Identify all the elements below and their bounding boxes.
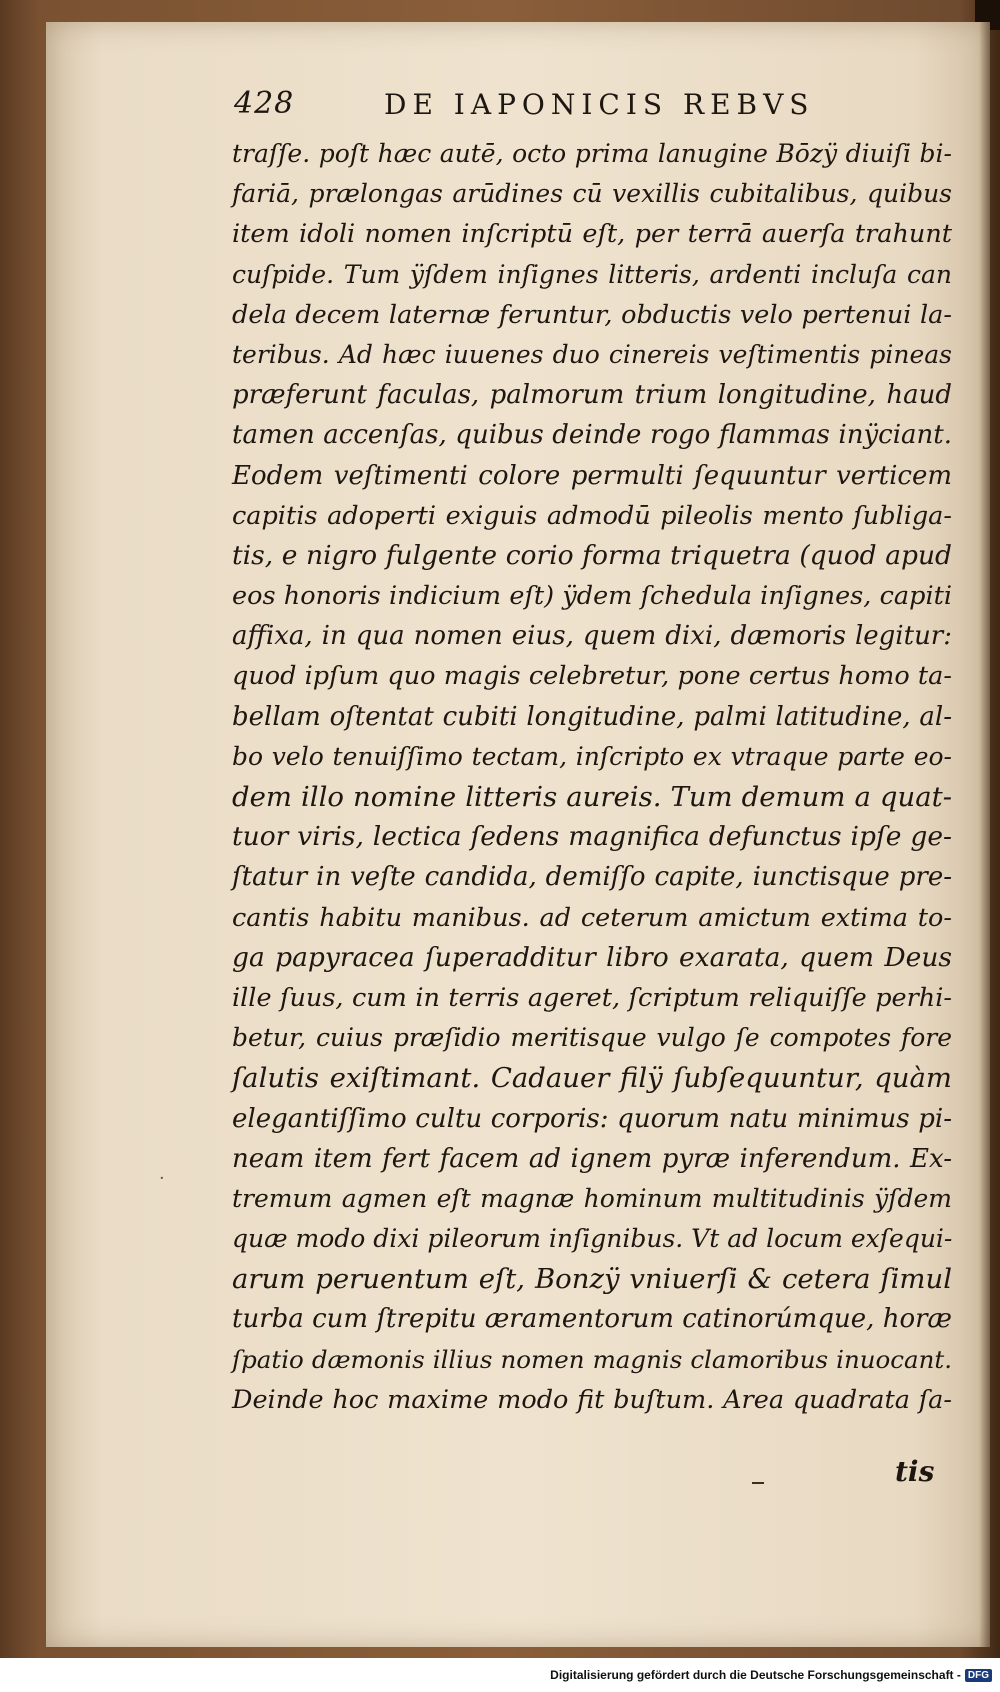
- text-line: elegantiſſimo cultu corporis: quorum natu minimus pi-: [232, 1103, 952, 1134]
- footer-text: Digitalisierung gefördert durch die Deutsche Forschungsgemeinschaft -: [550, 1668, 961, 1682]
- text-line: ſpatio dæmonis illius nomen magnis clamoribus inuocant.: [232, 1344, 952, 1374]
- page-header: [234, 86, 854, 130]
- digitization-footer: [550, 1668, 992, 1682]
- page-edge-shadow: [979, 22, 990, 1647]
- text-line: cuſpide. Tum ÿſdem inſignes litteris, ardenti incluſa can: [232, 259, 952, 289]
- text-line: ga papyracea ſuperadditur libro exarata, quem Deus: [232, 941, 952, 973]
- text-line: ſtatur in veſte candida, demiſſo capite, iunctisque pre-: [232, 862, 952, 893]
- text-line: item idoli nomen inſcriptū eſt, per terrā auerſa trahunt: [232, 219, 952, 250]
- text-line: ſalutis exiſtimant. Cadauer filÿ ſubſequuntur, quàm: [232, 1062, 952, 1095]
- text-line: bellam oſtentat cubiti longitudine, palmi latitudine, al-: [232, 701, 952, 732]
- text-line: teribus. Ad hæc iuuenes duo cinereis veſtimentis pineas: [232, 339, 952, 369]
- text-line: quæ modo dixi pileorum inſignibus. Vt ad locum exſequi-: [232, 1224, 953, 1254]
- text-line: præferunt faculas, palmorum trium longitudine, haud: [232, 380, 952, 411]
- text-line: bo velo tenuiſſimo tectam, inſcripto ex vtraque parte eo-: [232, 741, 952, 771]
- text-line: affixa, in qua nomen eius, quem dixi, dæmoris legitur:: [232, 621, 952, 652]
- body-text: [232, 134, 952, 1420]
- text-line: tis, e nigro fulgente corio forma triquetra (quod apud: [232, 539, 952, 571]
- ink-mark: [752, 1482, 764, 1484]
- text-line: neam item fert facem ad ignem pyræ inferendum. Ex-: [232, 1143, 952, 1174]
- text-line: turba cum ſtrepitu æramentorum catinorúmque, horæ: [232, 1304, 952, 1335]
- text-line: eos honoris indicium eſt) ÿdem ſchedula inſignes, capiti: [232, 581, 952, 612]
- text-line: tremum agmen eſt magnæ hominum multitudinis ÿſdem: [232, 1183, 952, 1213]
- text-line: dem illo nomine litteris aureis. Tum demum a quat-: [232, 781, 952, 813]
- text-line: arum peruentum eſt, Bonzÿ vniuerſi & cetera ſimul: [232, 1263, 952, 1296]
- text-line: fariā, prælongas arūdines cū vexillis cubitalibus, quibus: [232, 179, 952, 209]
- text-line: betur, cuius præſidio meritisque vulgo ſe compotes fore: [232, 1023, 952, 1053]
- text-line: cantis habitu manibus. ad ceterum amictum extima to-: [232, 902, 952, 933]
- catchword: tis: [895, 1455, 935, 1488]
- text-line: tamen accenſas, quibus deinde rogo flammas inÿciant.: [232, 420, 952, 451]
- text-line: ille ſuus, cum in terris ageret, ſcriptum reliquiſſe perhi-: [232, 982, 952, 1013]
- text-line: quod ipſum quo magis celebretur, pone certus homo ta-: [232, 661, 952, 692]
- text-line: Deinde hoc maxime modo fit buſtum. Area quadrata ſa-: [232, 1384, 952, 1415]
- text-line: Eodem veſtimenti colore permulti ſequuntur verticem: [232, 460, 952, 491]
- page-number: 428: [234, 86, 295, 121]
- text-line: capitis adoperti exiguis admodū pileolis mento ſubliga-: [232, 500, 952, 531]
- text-line: tuor viris, lectica ſedens magnifica defunctus ipſe ge-: [232, 821, 952, 853]
- running-title: DE IAPONICIS REBVS: [384, 88, 815, 121]
- text-line: dela decem laternæ feruntur, obductis velo pertenui la-: [232, 299, 952, 330]
- dfg-logo-icon: DFG: [965, 1669, 992, 1682]
- text-line: traſſe. poſt hæc autē, octo prima lanugine Bōzÿ diuiſi bi-: [232, 139, 952, 168]
- margin-mark: ·: [159, 1168, 165, 1189]
